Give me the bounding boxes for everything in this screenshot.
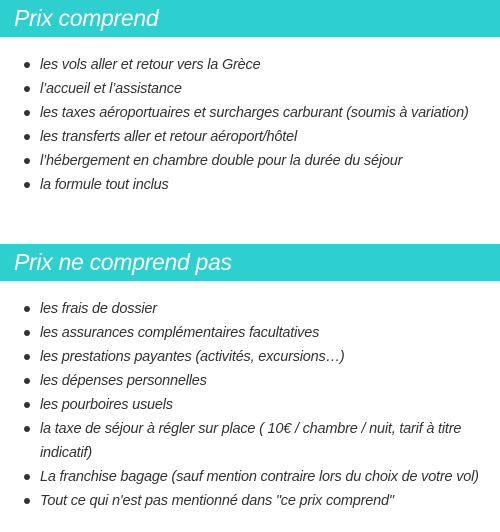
list-item (0, 149, 500, 173)
list-item (0, 101, 500, 125)
bullet-icon (24, 354, 30, 360)
list-item (0, 489, 500, 513)
list-item (0, 417, 500, 465)
list-item (0, 321, 500, 345)
list-item-text: les assurances complémentaires facultatives (40, 325, 320, 341)
list-item (0, 53, 500, 77)
bullet-icon (24, 306, 30, 312)
bullet-icon (24, 426, 30, 432)
bullet-icon (24, 498, 30, 504)
list-item-text: la taxe de séjour à régler sur place ( 10€ / chambre / nuit, tarif à titre indicatif) (40, 421, 462, 461)
bullet-icon (24, 330, 30, 336)
price-includes-list (0, 37, 500, 197)
list-item-text: les dépenses personnelles (40, 373, 207, 389)
list-item (0, 77, 500, 101)
list-item-text: les pourboires usuels (40, 397, 173, 413)
list-item (0, 173, 500, 197)
price-excludes-list (0, 281, 500, 513)
bullet-icon (24, 62, 30, 68)
list-item (0, 393, 500, 417)
list-item-text: les taxes aéroportuaires et surcharges carburant (soumis à variation) (40, 105, 469, 121)
list-item-text: la formule tout inclus (40, 177, 169, 193)
bullet-icon (24, 474, 30, 480)
list-item (0, 297, 500, 321)
bullet-icon (24, 110, 30, 116)
list-item (0, 465, 500, 489)
list-item-text: les vols aller et retour vers la Grèce (40, 57, 261, 73)
list-item-text: l’hébergement en chambre double pour la durée du séjour (40, 153, 403, 169)
bullet-icon (24, 134, 30, 140)
list-item-text: La franchise bagage (sauf mention contraire lors du choix de votre vol) (40, 469, 479, 485)
list-item-text: les prestations payantes (activités, excursions…) (40, 349, 345, 365)
list-item-text: les transferts aller et retour aéroport/hôtel (40, 129, 297, 145)
list-item-text: les frais de dossier (40, 301, 157, 317)
bullet-icon (24, 158, 30, 164)
price-includes-heading: Prix comprend (0, 0, 500, 37)
list-item-text: Tout ce qui n'est pas mentionné dans "ce prix comprend" (40, 493, 394, 509)
bullet-icon (24, 402, 30, 408)
price-includes-section (0, 0, 500, 197)
list-item (0, 125, 500, 149)
list-item (0, 369, 500, 393)
list-item (0, 345, 500, 369)
bullet-icon (24, 86, 30, 92)
bullet-icon (24, 378, 30, 384)
price-excludes-section (0, 244, 500, 513)
bullet-icon (24, 182, 30, 188)
price-excludes-heading: Prix ne comprend pas (0, 244, 500, 281)
list-item-text: l’accueil et l’assistance (40, 81, 182, 97)
